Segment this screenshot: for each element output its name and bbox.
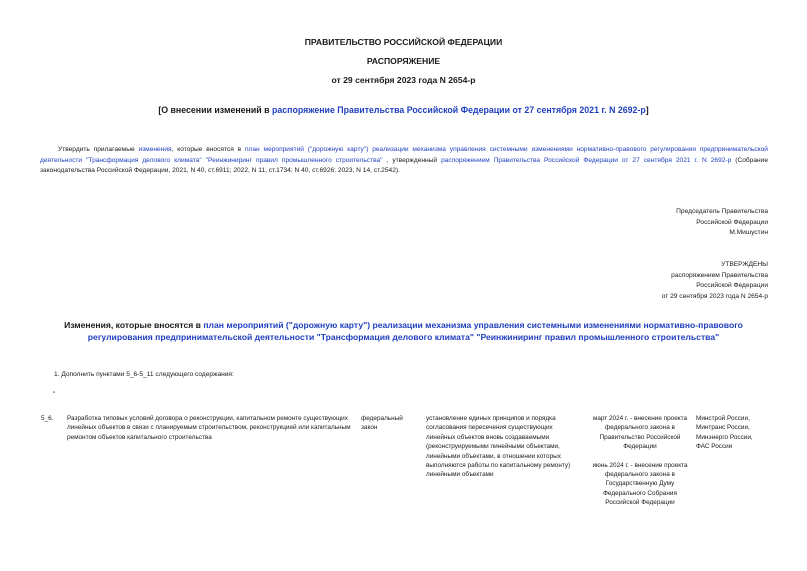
roadmap-link[interactable]: план мероприятий ("дорожную карту") реализации механизма управления системными изменениями нормативно-правового регулирования предпринимательской деятельности "Трансформация делового климата" "Реинжиниринг правил промышленного строительства"	[40, 146, 768, 164]
main-paragraph	[40, 145, 768, 177]
approval-line-2: распоряжением Правительства	[671, 271, 768, 279]
signature-position: Председатель Правительства	[676, 208, 768, 215]
approval-block	[468, 260, 768, 302]
approval-date: от 29 сентября 2023 года N 2654-р	[661, 292, 768, 300]
changes-title	[55, 319, 752, 343]
approval-title: УТВЕРЖДЕНЫ	[721, 261, 768, 268]
document-subject	[0, 105, 807, 115]
table-row-deadline	[586, 414, 694, 508]
quote-mark: "	[53, 391, 56, 398]
table-row-name: Разработка типовых условий договора о реконструкции, капитальном ремонте существующих линейных объектов в связи с планируемым строительством, реконструкцией или капитальным ремонтом объектов капитального строительства	[67, 415, 351, 441]
paragraph-text-1: Утвердить прилагаемые	[58, 146, 139, 153]
approval-line-3: Российской Федерации	[696, 282, 768, 290]
changes-link[interactable]: изменения	[138, 146, 172, 153]
paragraph-text-4: (Собрание законодательства Российской Федерации, 2021, N 40, ст.6911; 2022, N 11, ст.1734; N 40, ст.6926; 2023, N 14, ст.2542).	[40, 156, 769, 175]
document-date: от 29 сентября 2023 года N 2654-р	[331, 75, 476, 85]
paragraph-text-3: , утвержденный	[382, 156, 442, 164]
document-type: РАСПОРЯЖЕНИЕ	[366, 56, 441, 66]
table-row-responsible: Минстрой России, Минтранс России, Минэнерго России, ФАС России	[696, 415, 753, 451]
deadline-2: июнь 2024 г. - внесение проекта федерального закона в Государственную Думу Федерального Собрания Российской Федерации	[592, 461, 688, 507]
changes-title-prefix: Изменения, которые вносятся в	[64, 320, 204, 330]
deadline-1: март 2024 г. - внесение проекта федерального закона в Правительство Российской Федерации	[592, 415, 688, 451]
signature-country: Российской Федерации	[696, 218, 768, 226]
table-row-result: установление единых принципов и порядка согласования пересечения существующих линейных объектов вновь создаваемыми (реконструируемыми линейными объектами, линейными объектами, в отношении которых выполняются работы по капитальному ремонту) линейными объектами	[426, 415, 571, 479]
paragraph-text-2: , которые вносятся в	[171, 146, 245, 153]
changes-title-link[interactable]: план мероприятий ("дорожную карту") реализации механизма управления системными изменениями нормативно-правового регулирования предпринимательской деятельности "Трансформация делового климата" "Реинжиниринг правил промышленного строительства"	[87, 320, 743, 342]
subject-suffix: ]	[645, 105, 649, 115]
signature-block	[468, 207, 768, 239]
subject-prefix: [О внесении изменений в	[158, 105, 272, 115]
order-link[interactable]: распоряжением Правительства Российской Федерации от 27 сентября 2021 г. N 2692-р	[441, 156, 732, 164]
government-title: ПРАВИТЕЛЬСТВО РОССИЙСКОЙ ФЕДЕРАЦИИ	[304, 37, 503, 47]
subject-link[interactable]: распоряжение Правительства Российской Федерации от 27 сентября 2021 г. N 2692-р	[271, 105, 646, 115]
table-row-number: 5_6.	[41, 415, 54, 422]
item-1: 1. Дополнить пунктами 5_6-5_11 следующего содержания:	[54, 371, 234, 378]
signature-name: М.Мишустин	[729, 229, 768, 237]
table-row-level: федеральный закон	[361, 415, 403, 432]
